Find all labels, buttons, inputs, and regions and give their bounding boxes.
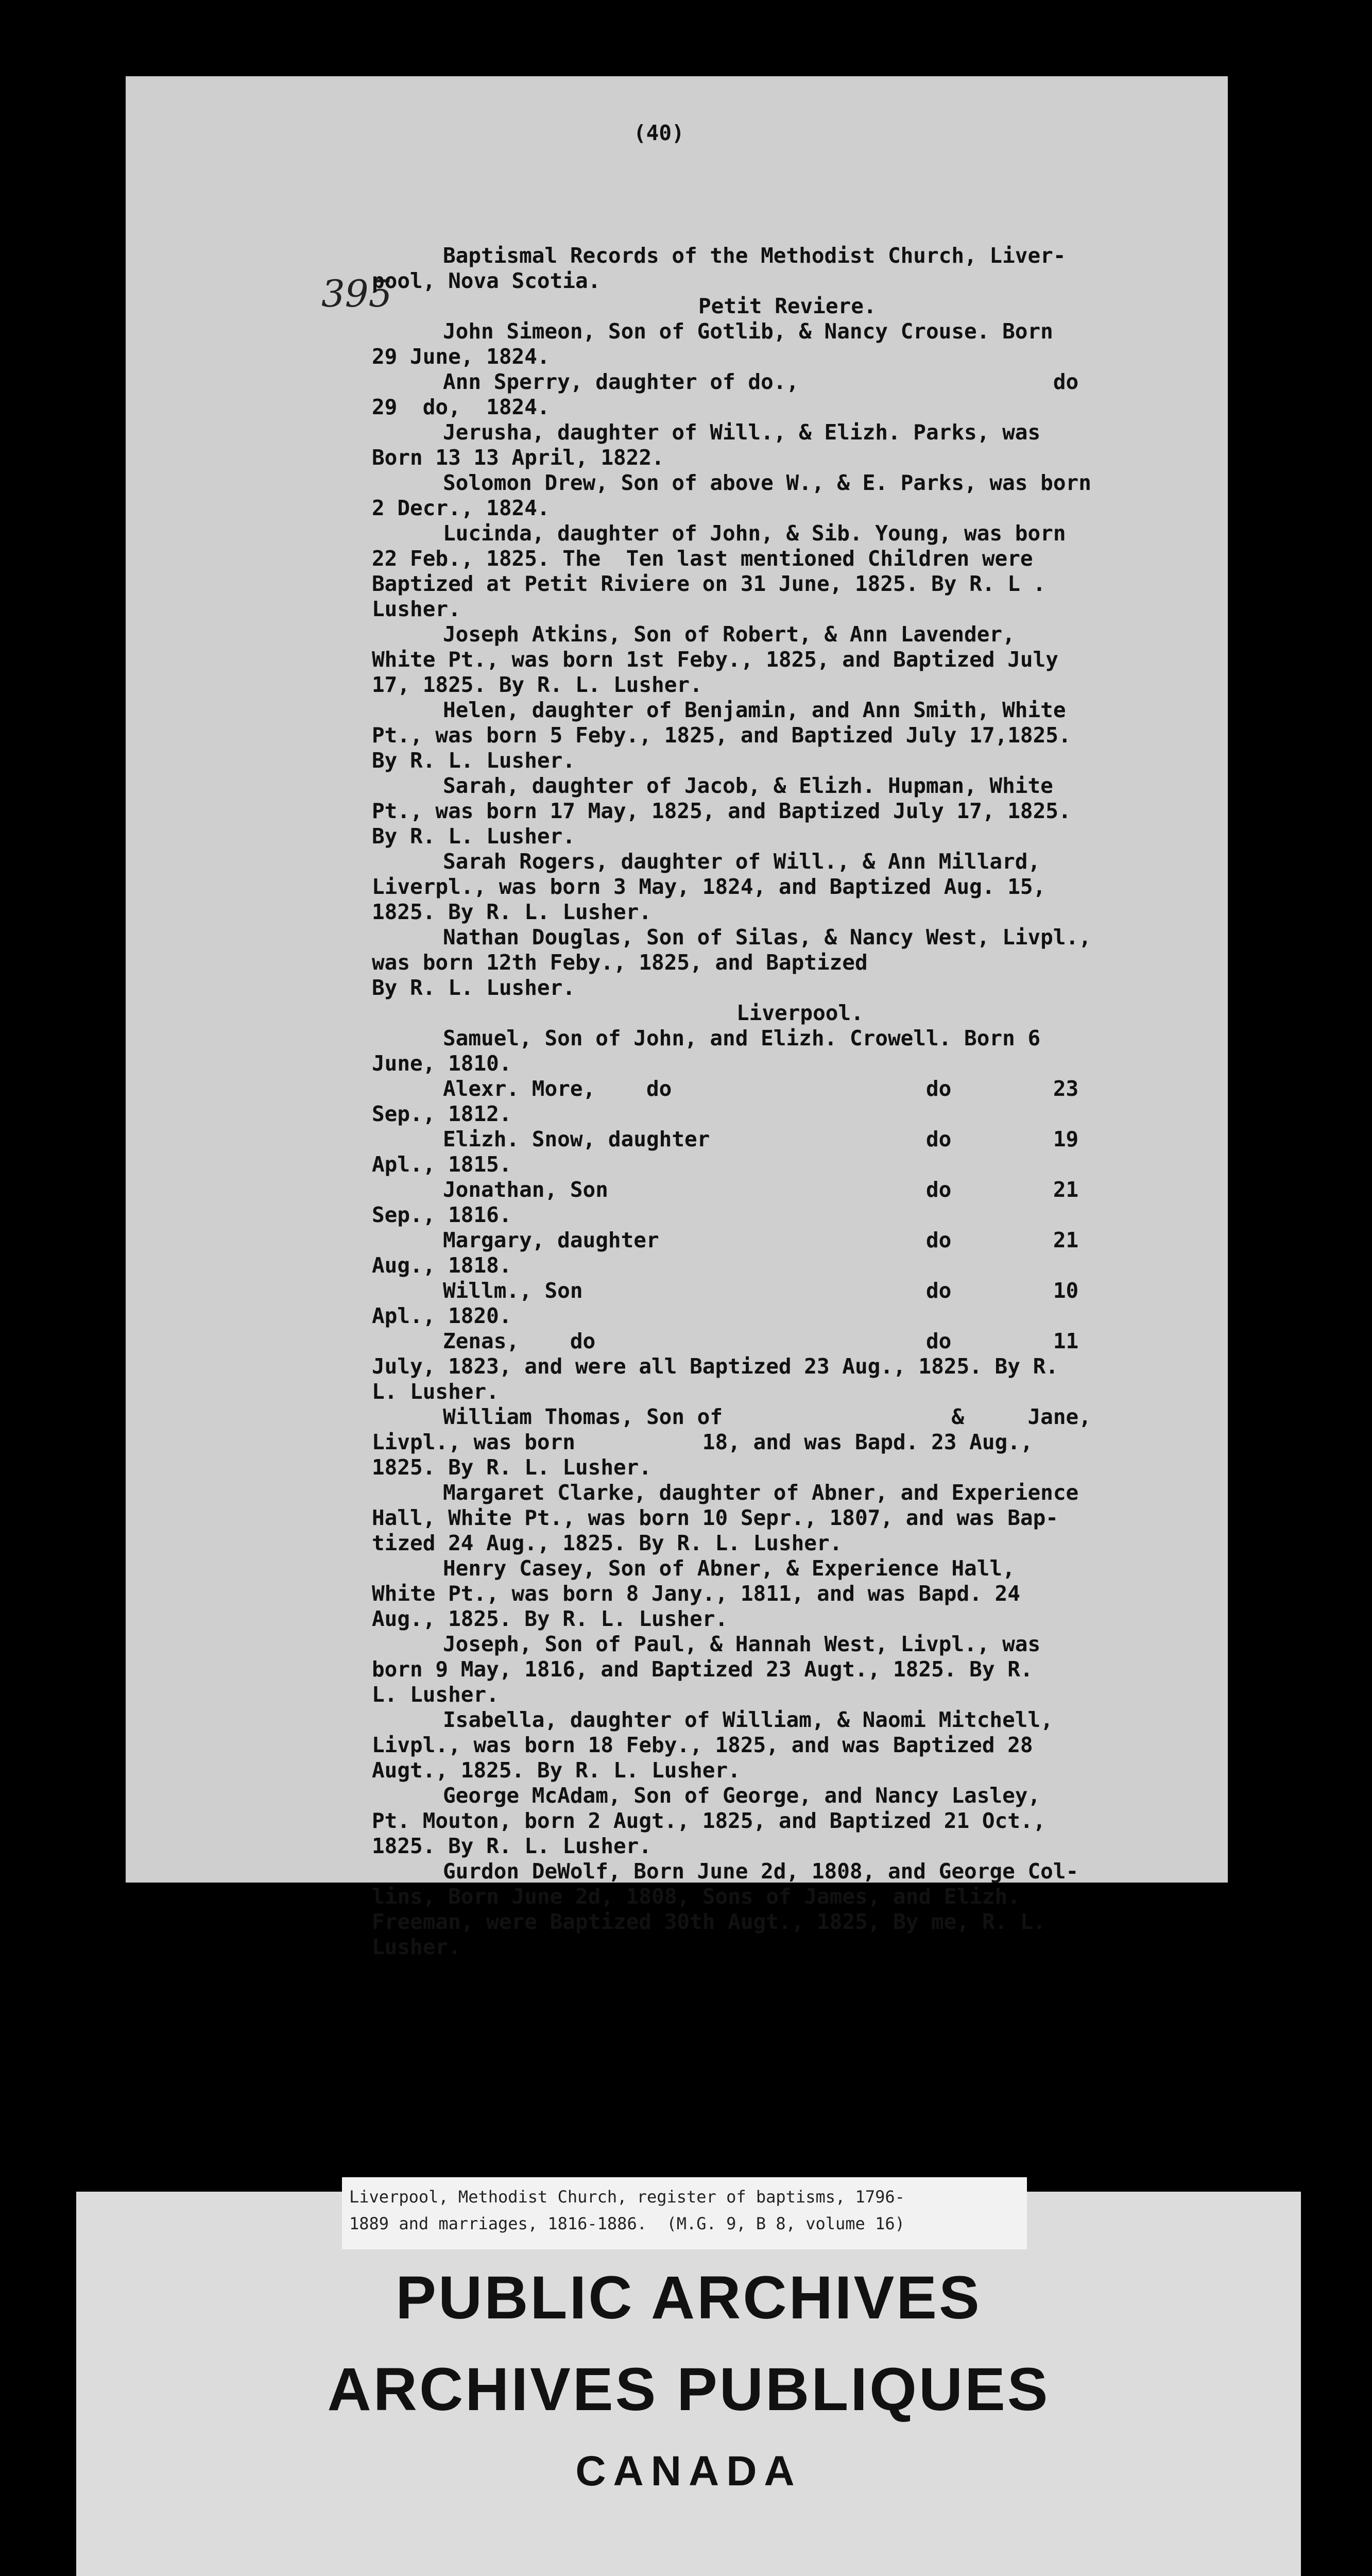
document-line: L. Lusher. xyxy=(372,1682,499,1707)
document-line: Apl., 1820. xyxy=(372,1303,512,1328)
document-line: 1825. By R. L. Lusher. xyxy=(372,1455,652,1480)
document-line: Pt., was born 5 Feby., 1825, and Baptized July 17,1825. xyxy=(372,723,1071,748)
archives-country: CANADA xyxy=(575,2448,802,2495)
document-line: Sep., 1812. xyxy=(372,1101,512,1126)
document-line: Livpl., was born 18, and was Bapd. 23 Aug., xyxy=(372,1430,1033,1454)
document-page xyxy=(126,76,1228,1959)
document-line: Joseph Atkins, Son of Robert, & Ann Lavender, xyxy=(443,622,1015,647)
document-line: June, 1810. xyxy=(372,1051,512,1076)
document-line: Solomon Drew, Son of above W., & E. Parks, was born xyxy=(443,470,1091,495)
document-line: Liverpl., was born 3 May, 1824, and Baptized Aug. 15, xyxy=(372,874,1046,899)
document-line: By R. L. Lusher. xyxy=(372,748,575,773)
document-line: Jerusha, daughter of Will., & Elizh. Parks, was xyxy=(443,420,1041,445)
document-line: Hall, White Pt., was born 10 Sepr., 1807, and was Bap- xyxy=(372,1505,1058,1530)
document-line: Pt. Mouton, born 2 Augt., 1825, and Baptized 21 Oct., xyxy=(372,1808,1046,1833)
document-line: 1825. By R. L. Lusher. xyxy=(372,1834,652,1858)
microfilm-caption xyxy=(342,2177,1027,2249)
document-line: Freeman, were Baptized 30th Augt., 1825, By me, R. L. xyxy=(372,1909,1046,1934)
document-line: Joseph, Son of Paul, & Hannah West, Livpl., was xyxy=(443,1632,1041,1656)
document-line: Henry Casey, Son of Abner, & Experience Hall, xyxy=(443,1556,1015,1581)
document-line: White Pt., was born 1st Feby., 1825, and Baptized July xyxy=(372,647,1058,672)
caption-line-1: Liverpool, Methodist Church, register of baptisms, 1796- xyxy=(349,2187,905,2207)
document-line: Pt., was born 17 May, 1825, and Baptized July 17, 1825. xyxy=(372,799,1071,823)
document-line: born 9 May, 1816, and Baptized 23 Augt., 1825. By R. xyxy=(372,1657,1033,1682)
document-line: Zenas, do do 11 xyxy=(443,1329,1079,1353)
document-line: Elizh. Snow, daughter do 19 xyxy=(443,1127,1079,1151)
document-line: Aug., 1818. xyxy=(372,1253,512,1278)
document-line: Baptized at Petit Riviere on 31 June, 1825. By R. L . xyxy=(372,571,1046,596)
document-line: pool, Nova Scotia. xyxy=(372,268,601,293)
document-line: 22 Feb., 1825. The Ten last mentioned Children were xyxy=(372,546,1033,571)
document-line: Sep., 1816. xyxy=(372,1202,512,1227)
document-line: 17, 1825. By R. L. Lusher. xyxy=(372,672,702,697)
document-line: White Pt., was born 8 Jany., 1811, and was Bapd. 24 xyxy=(372,1581,1020,1606)
document-line: Sarah Rogers, daughter of Will., & Ann Millard, xyxy=(443,849,1041,874)
document-line: Petit Reviere. xyxy=(698,294,877,318)
document-line: Helen, daughter of Benjamin, and Ann Smith, White xyxy=(443,698,1066,722)
document-line: lins, Born June 2d, 1808, Sons of James, and Elizh. xyxy=(372,1884,1020,1909)
document-line: Samuel, Son of John, and Elizh. Crowell. Born 6 xyxy=(443,1026,1041,1050)
document-line: 1825. By R. L. Lusher. xyxy=(372,900,652,924)
document-line: Augt., 1825. By R. L. Lusher. xyxy=(372,1758,741,1783)
document-line: By R. L. Lusher. xyxy=(372,975,575,1000)
document-line: Willm., Son do 10 xyxy=(443,1278,1079,1303)
document-line: July, 1823, and were all Baptized 23 Aug., 1825. By R. xyxy=(372,1354,1058,1379)
document-line: By R. L. Lusher. xyxy=(372,824,575,849)
document-line: 29 June, 1824. xyxy=(372,344,550,369)
document-line: Livpl., was born 18 Feby., 1825, and was Baptized 28 xyxy=(372,1733,1033,1757)
document-line: Isabella, daughter of William, & Naomi Mitchell, xyxy=(443,1707,1053,1732)
document-line: 29 do, 1824. xyxy=(372,395,550,419)
document-line: Ann Sperry, daughter of do., do xyxy=(443,369,1079,394)
document-line: Apl., 1815. xyxy=(372,1152,512,1177)
document-line: Sarah, daughter of Jacob, & Elizh. Hupman, White xyxy=(443,773,1053,798)
document-line: Margaret Clarke, daughter of Abner, and Experience xyxy=(443,1480,1079,1505)
document-line: Gurdon DeWolf, Born June 2d, 1808, and George Col- xyxy=(443,1859,1079,1884)
document-line: Born 13 13 April, 1822. xyxy=(372,445,664,470)
document-line: Alexr. More, do do 23 xyxy=(443,1076,1079,1101)
document-line: William Thomas, Son of & Jane, xyxy=(443,1404,1091,1429)
margin-note: 395 xyxy=(321,272,392,315)
document-line: Liverpool. xyxy=(736,1001,864,1025)
document-line: Margary, daughter do 21 xyxy=(443,1228,1079,1252)
document-line: Baptismal Records of the Methodist Church, Liver- xyxy=(443,243,1066,268)
document-line: George McAdam, Son of George, and Nancy Lasley, xyxy=(443,1783,1041,1808)
archives-title-fr: ARCHIVES PUBLIQUES xyxy=(327,2355,1050,2424)
document-line: Lusher. xyxy=(372,597,461,621)
document-line: Nathan Douglas, Son of Silas, & Nancy West, Livpl., xyxy=(443,925,1091,950)
page-number: (40) xyxy=(633,121,684,145)
document-line: tized 24 Aug., 1825. By R. L. Lusher. xyxy=(372,1531,843,1555)
document-line: John Simeon, Son of Gotlib, & Nancy Crouse. Born xyxy=(443,319,1053,344)
archives-title-en: PUBLIC ARCHIVES xyxy=(396,2264,982,2332)
document-line: was born 12th Feby., 1825, and Baptized xyxy=(372,950,868,975)
document-line: Lusher. xyxy=(372,1935,461,1959)
document-line: L. Lusher. xyxy=(372,1379,499,1404)
document-line: Lucinda, daughter of John, & Sib. Young, was born xyxy=(443,521,1066,546)
caption-line-2: 1889 and marriages, 1816-1886. (M.G. 9, B 8, volume 16) xyxy=(349,2214,905,2233)
document-line: Jonathan, Son do 21 xyxy=(443,1177,1079,1202)
document-line: Aug., 1825. By R. L. Lusher. xyxy=(372,1606,728,1631)
document-line: 2 Decr., 1824. xyxy=(372,496,550,520)
